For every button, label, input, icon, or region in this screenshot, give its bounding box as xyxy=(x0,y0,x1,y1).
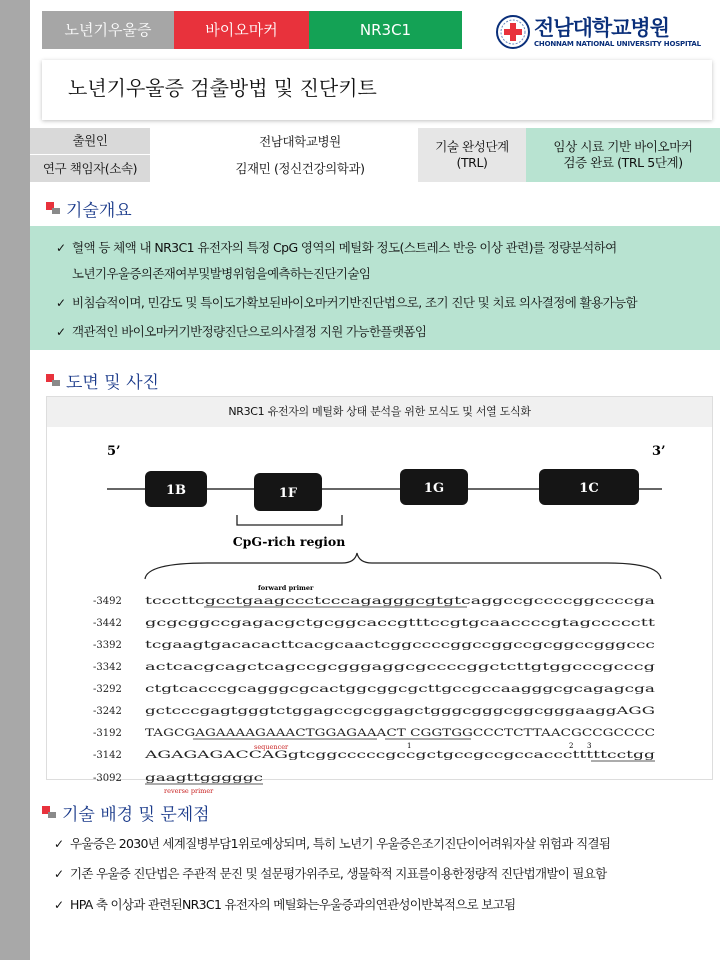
section-marker-icon xyxy=(46,374,60,386)
sequence-position: -3492 xyxy=(93,596,122,607)
overview-box xyxy=(30,226,720,350)
sequencer-label: sequencer xyxy=(254,743,289,751)
sequence-position: -3292 xyxy=(93,684,122,695)
sequence-position: -3392 xyxy=(93,640,122,651)
check-icon: ✓ xyxy=(54,837,64,851)
figure-panel xyxy=(46,396,713,795)
cpg-site-2: 2 xyxy=(569,742,574,750)
researcher-value: 김재민 (정신건강의학과) xyxy=(150,155,450,182)
sequence-line: actcacgcagctcagccgcgggaggcgccccggctcttgtggcccgcccg xyxy=(145,662,657,673)
section-marker-icon xyxy=(42,806,56,818)
tag-nr3c1: NR3C1 xyxy=(309,11,462,49)
exon-1g xyxy=(400,469,468,505)
sequence-line: AGAGAGACCAGgtcggcccccgccgctgccgccgccaccctttttcctgg xyxy=(143,750,657,761)
svg-text:1G: 1G xyxy=(423,481,445,496)
logo-english-name: CHONNAM NATIONAL UNIVERSITY HOSPITAL xyxy=(534,40,701,48)
overview-item: ✓ 혈액 등 체액 내 NR3C1 유전자의 특정 CpG 영역의 메틸화 정도(스트레스 반응 이상 관련)를 정량분석하여 xyxy=(56,240,617,255)
sequence-line: tcccttcgcctgaagccctcccagagggcgtgtcaggccgccccggccccga xyxy=(145,596,656,607)
overview-item: ✓ 객관적인 바이오마커기반정량진단으로의사결정 지원 가능한플랫폼임 xyxy=(56,324,427,339)
tag-elderly-depression: 노년기우울증 xyxy=(42,11,174,49)
sequence-line: tcgaagtgacacacttcacgcaactcggccccggccggccgcggccgggccc xyxy=(145,640,656,651)
gene-schematic xyxy=(47,427,712,795)
trl-value: 임상 시료 기반 바이오마커 검증 완료 (TRL 5단계) xyxy=(526,128,720,182)
background-item: ✓ HPA 축 이상과 관련된NR3C1 유전자의 메틸화는우울증과의연관성이반복적으로 보고됨 xyxy=(54,897,516,912)
applicant-value: 전남대학교병원 xyxy=(150,128,450,155)
cpg-bracket xyxy=(237,515,342,525)
svg-text:1C: 1C xyxy=(579,481,599,496)
researcher-label: 연구 책임자(소속) xyxy=(30,155,150,182)
exon-1f xyxy=(254,473,322,511)
cpg-site-3: 3 xyxy=(587,742,592,750)
check-icon: ✓ xyxy=(54,898,64,912)
hospital-logo xyxy=(496,12,710,52)
section-heading-background: 기술 배경 및 문제점 xyxy=(42,800,210,825)
sequence-position: -3442 xyxy=(93,618,122,629)
section-heading-figures: 도면 및 사진 xyxy=(46,368,159,393)
expansion-brace xyxy=(145,553,661,579)
exon-1c xyxy=(539,469,639,505)
background-item: ✓ 기존 우울증 진단법은 주관적 문진 및 설문평가위주로, 생물학적 지표를이용한정량적 진단법개발이 필요함 xyxy=(54,866,607,881)
left-sidebar-bar xyxy=(0,0,30,960)
check-icon: ✓ xyxy=(54,867,64,881)
sequence-line: ctgtcacccgcagggcgcactggcggcgcttgccgccaagggcgcagagcga xyxy=(145,684,656,695)
section-marker-icon xyxy=(46,202,60,214)
overview-item-continued: 노년기우울증의존재여부및발병위험을예측하는진단기술임 xyxy=(72,266,371,281)
sequence-position: -3342 xyxy=(93,662,122,673)
svg-text:1F: 1F xyxy=(278,486,298,501)
three-prime-label: 3’ xyxy=(652,444,666,459)
sequence-line: gcgcggccgagacgctgcggcaccgtttccgtgcaaccccgtagccccctt xyxy=(145,618,655,629)
sequence-line: TAGCGAGAAAAGAAACTGGAGAAACT CGGTGGCCCTCTTAACGCCGCCCC xyxy=(145,728,656,739)
applicant-label: 출원인 xyxy=(30,128,150,155)
hospital-emblem-icon xyxy=(496,15,530,49)
check-icon: ✓ xyxy=(56,241,66,255)
svg-text:1B: 1B xyxy=(165,483,187,498)
sequence-position: -3142 xyxy=(93,750,122,761)
check-icon: ✓ xyxy=(56,296,66,310)
page-title: 노년기우울증 검출방법 및 진단키트 xyxy=(68,76,377,100)
sequence-line: gctcccgagtgggtctggagccgcggagctgggcgggcggcgggaaggAGG xyxy=(145,706,656,717)
forward-primer-label: forward primer xyxy=(258,584,314,592)
title-box xyxy=(42,60,712,120)
cpg-site-1: 1 xyxy=(407,742,412,750)
sequence-line: gaagttgggggc xyxy=(145,773,264,784)
trl-label: 기술 완성단계 (TRL) xyxy=(418,128,526,182)
cpg-region-label: CpG-rich region xyxy=(232,534,346,549)
background-item: ✓ 우울증은 2030년 세계질병부담1위로예상되며, 특히 노년기 우울증은조기진단이어려워자살 위험과 직결됨 xyxy=(54,836,611,851)
reverse-primer-label: reverse primer xyxy=(164,787,214,795)
check-icon: ✓ xyxy=(56,325,66,339)
figure-caption: NR3C1 유전자의 메틸화 상태 분석을 위한 모식도 및 서열 도식화 xyxy=(47,397,712,427)
sequence-position: -3192 xyxy=(93,728,122,739)
sequence-position: -3092 xyxy=(93,773,122,784)
exon-1b xyxy=(145,471,207,507)
sequence-position: -3242 xyxy=(93,706,122,717)
info-table xyxy=(30,128,720,182)
overview-item: ✓ 비침습적이며, 민감도 및 특이도가확보된바이오마커기반진단법으로, 조기 진단 및 치료 의사결정에 활용가능함 xyxy=(56,295,637,310)
tag-biomarker: 바이오마커 xyxy=(174,11,309,49)
five-prime-label: 5’ xyxy=(107,444,121,459)
section-heading-overview: 기술개요 xyxy=(46,196,132,221)
logo-korean-name: 전남대학교병원 xyxy=(534,16,670,40)
